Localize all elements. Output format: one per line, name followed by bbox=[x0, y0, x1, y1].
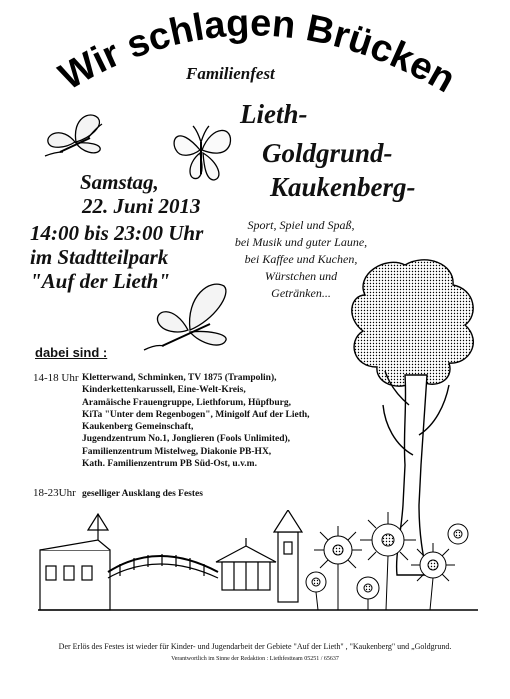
slogan-line: bei Musik und guter Laune, bbox=[234, 235, 368, 249]
slogan-line: Getränken... bbox=[271, 286, 331, 300]
activity-line: Kaukenberg Gemeinschaft, bbox=[82, 422, 194, 433]
slogan-line: Würstchen und bbox=[264, 269, 338, 283]
tower-illustration bbox=[274, 510, 302, 602]
program-evening: geselliger Ausklang des Festes bbox=[82, 489, 203, 499]
activity-line: Jugendzentrum No.1, Jonglieren (Fools Unlimited), bbox=[82, 434, 291, 445]
event-subtitle: Familienfest bbox=[186, 64, 275, 83]
poster-title: Wir schlagen Brücken bbox=[52, 2, 463, 102]
flowers-illustration bbox=[306, 512, 468, 610]
butterfly-icon bbox=[168, 120, 238, 190]
svg-text:Wir schlagen Brücken bbox=[52, 2, 462, 101]
bridge-illustration bbox=[108, 554, 218, 578]
activity-line: Kletterwand, Schminken, TV 1875 (Trampolin), bbox=[82, 373, 277, 383]
program-time-2: 18-23Uhr bbox=[33, 487, 76, 499]
pavilion-illustration bbox=[216, 538, 276, 590]
program-activities bbox=[82, 372, 310, 470]
program-heading: dabei sind : bbox=[35, 345, 108, 360]
date-line-4: im Stadtteilpark bbox=[30, 245, 169, 269]
footer-small: Verantwortlich im Sinne der Redaktion : Liethfestteam 05251 / 65637 bbox=[171, 656, 339, 662]
slogan-line: Sport, Spiel und Spaß, bbox=[247, 218, 355, 232]
place-line-2: Goldgrund- bbox=[262, 138, 393, 168]
activity-line: Kath. Familienzentrum PB Süd-Ost, u.v.m. bbox=[82, 459, 257, 470]
place-line-1: Lieth- bbox=[240, 99, 308, 129]
activity-line: Aramäische Frauengruppe, Liethforum, Hüpfburg, bbox=[82, 397, 291, 408]
activity-line: Familienzentrum Mistelweg, Diakonie PB-HX, bbox=[82, 446, 272, 457]
scenery-illustration bbox=[38, 510, 478, 620]
date-line-1: Samstag, bbox=[80, 170, 159, 194]
date-line-3: 14:00 bis 23:00 Uhr bbox=[30, 221, 204, 245]
program-time-1: 14-18 Uhr bbox=[33, 372, 79, 384]
houses-illustration bbox=[40, 514, 110, 610]
place-line-3: Kaukenberg- bbox=[270, 172, 416, 202]
activity-line: Kinderkettenkarussell, Eine-Welt-Kreis, bbox=[82, 385, 246, 396]
activity-line: KiTa "Unter dem Regenbogen", Minigolf Auf der Lieth, bbox=[82, 409, 310, 420]
date-line-5: "Auf der Lieth" bbox=[30, 269, 170, 293]
slogan-line: bei Kaffee und Kuchen, bbox=[244, 252, 358, 266]
date-line-2: 22. Juni 2013 bbox=[82, 194, 201, 218]
butterfly-icon bbox=[42, 112, 112, 162]
footer-note: Der Erlös des Festes ist wieder für Kinder- und Jugendarbeit der Gebiete "Auf der Lieth" , "Kaukenberg" und „Goldgrund. bbox=[58, 642, 452, 651]
